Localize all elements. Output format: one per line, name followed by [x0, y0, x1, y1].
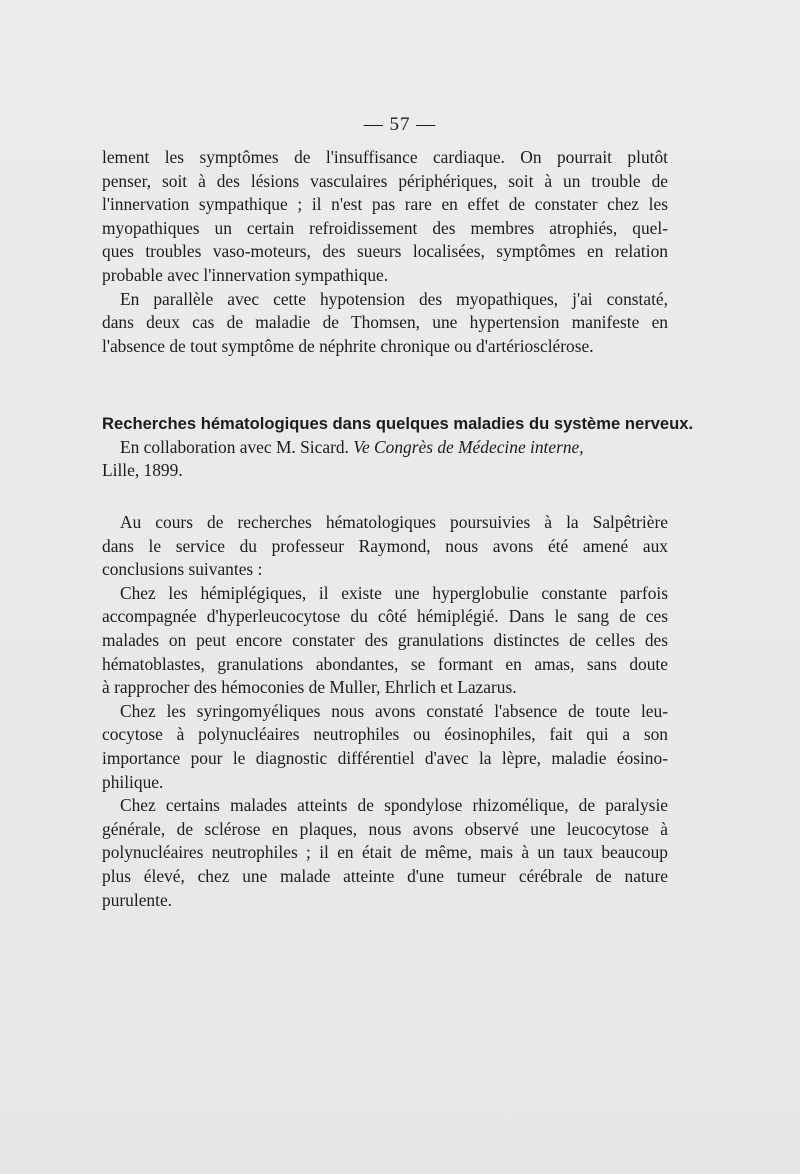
text-line: conclusions suivantes :	[102, 559, 263, 580]
text-block-body	[102, 511, 668, 912]
text-line: à rapprocher des hémoconies de Muller, Ehrlich et Lazarus.	[102, 677, 517, 698]
text-block-top	[102, 146, 668, 358]
text-line: philique.	[102, 771, 164, 792]
text-line: l'innervation sympathique ; il n'est pas rare en effet de constater chez les	[102, 194, 668, 215]
text-line: polynucléaires neutrophiles ; il en était de même, mais à un taux beaucoup	[102, 842, 668, 863]
text-line: En parallèle avec cette hypotension des myopathiques, j'ai constaté,	[120, 288, 668, 309]
citation-venue: Ve Congrès de Médecine interne,	[353, 436, 584, 457]
text-line: Chez certains malades atteints de spondylose rhizomélique, de paralysie	[120, 795, 668, 816]
text-line: purulente.	[102, 889, 173, 910]
citation-prefix: En collaboration avec M. Sicard.	[120, 436, 349, 457]
text-line: penser, soit à des lésions vasculaires périphériques, soit à un trouble de	[102, 170, 668, 191]
text-line: myopathiques un certain refroidissement des membres atrophiés, quel-	[102, 217, 668, 238]
text-line: l'absence de tout symptôme de néphrite chronique ou d'artériosclérose.	[102, 335, 594, 356]
text-line: malades on peut encore constater des granulations distinctes de celles des	[102, 629, 668, 650]
section-title: Recherches hématologiques dans quelques maladies du système nerveux.	[102, 414, 694, 433]
text-line: accompagnée d'hyperleucocytose du côté hémiplégié. Dans le sang de ces	[102, 606, 668, 627]
text-line: Chez les syringomyéliques nous avons constaté l'absence de toute leu-	[120, 700, 668, 721]
text-line: cocytose à polynucléaires neutrophiles ou éosinophiles, fait qui a son	[102, 724, 668, 745]
text-line: Chez les hémiplégiques, il existe une hyperglobulie constante parfois	[120, 582, 668, 603]
page-number: — 57 —	[363, 114, 437, 135]
text-line: plus élevé, chez une malade atteinte d'une tumeur cérébrale de nature	[102, 865, 668, 886]
citation-end: Lille, 1899.	[102, 460, 183, 481]
text-line: dans le service du professeur Raymond, nous avons été amené aux	[102, 535, 668, 556]
text-line: importance pour le diagnostic différentiel d'avec la lèpre, maladie éosino-	[102, 747, 668, 768]
text-line: générale, de sclérose en plaques, nous avons observé une leucocytose à	[102, 818, 668, 839]
text-line: Au cours de recherches hématologiques poursuivies à la Salpêtrière	[120, 512, 668, 532]
text-line: lement les symptômes de l'insuffisance cardiaque. On pourrait plutôt	[102, 147, 668, 167]
text-line: ques troubles vaso-moteurs, des sueurs localisées, symptômes en relation	[102, 241, 668, 262]
text-line: probable avec l'innervation sympathique.	[102, 264, 389, 285]
citation-line	[102, 436, 668, 460]
text-line: dans deux cas de maladie de Thomsen, une hypertension manifeste en	[102, 312, 668, 333]
section-header	[102, 412, 694, 483]
text-line: hématoblastes, granulations abondantes, se formant en amas, sans doute	[102, 653, 668, 674]
